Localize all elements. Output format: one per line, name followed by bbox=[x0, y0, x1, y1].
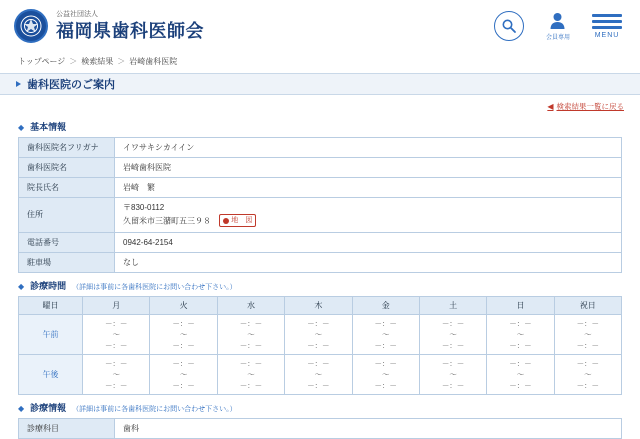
row-value-director: 岩崎 繁 bbox=[115, 178, 622, 198]
hours-cell-morning-sun bbox=[487, 314, 554, 354]
diamond-icon: ◆ bbox=[18, 403, 25, 413]
treatment-info-table bbox=[18, 418, 622, 439]
cell-tilde: ～ bbox=[584, 369, 592, 379]
address-street-row bbox=[123, 214, 613, 228]
basic-info-heading bbox=[18, 120, 622, 133]
hamburger-icon bbox=[592, 14, 622, 29]
hours-cell-afternoon-holiday bbox=[554, 354, 621, 394]
row-value-address bbox=[115, 198, 622, 233]
hours-table bbox=[18, 296, 622, 395]
cell-start: －：－ bbox=[239, 358, 263, 368]
search-icon[interactable] bbox=[494, 11, 524, 41]
site-title: 福岡県歯科医師会 bbox=[56, 21, 204, 41]
cell-tilde: ～ bbox=[449, 369, 457, 379]
cell-start: －：－ bbox=[307, 318, 330, 328]
cell-end: －：－ bbox=[509, 340, 532, 350]
cell-end: －：－ bbox=[104, 380, 128, 390]
cell-start: －：－ bbox=[307, 358, 330, 368]
cell-tilde: ～ bbox=[381, 329, 390, 339]
cell-start: －：－ bbox=[239, 318, 263, 328]
basic-info-title: 基本情報 bbox=[30, 122, 67, 132]
table-row bbox=[19, 178, 622, 198]
diamond-icon: ◆ bbox=[18, 123, 25, 132]
site-logo-icon[interactable] bbox=[14, 9, 48, 43]
table-row bbox=[19, 354, 622, 394]
cell-tilde: ～ bbox=[112, 369, 120, 379]
treatment-info-heading bbox=[18, 401, 622, 414]
diamond-icon: ◆ bbox=[18, 281, 25, 291]
cell-end: －：－ bbox=[374, 340, 397, 350]
triangle-icon bbox=[16, 81, 21, 87]
hours-cell-morning-fri bbox=[352, 314, 419, 354]
breadcrumb-separator-2: ＞ bbox=[117, 57, 126, 66]
hours-col-tue: 火 bbox=[150, 296, 217, 314]
table-row bbox=[19, 158, 622, 178]
cell-tilde: ～ bbox=[381, 369, 390, 379]
hours-col-holiday: 祝日 bbox=[554, 296, 621, 314]
cell-end: －：－ bbox=[307, 380, 330, 390]
cell-start: －：－ bbox=[509, 358, 532, 368]
hours-cell-afternoon-tue bbox=[150, 354, 217, 394]
back-to-results-label: 検索結果一覧に戻る bbox=[556, 102, 624, 111]
page-title: 歯科医院のご案内 bbox=[27, 79, 115, 91]
cell-start: －：－ bbox=[441, 358, 465, 368]
row-label-director: 院長氏名 bbox=[19, 178, 115, 198]
table-row bbox=[19, 252, 622, 272]
breadcrumb-separator-1: ＞ bbox=[69, 57, 78, 66]
hours-row-label-morning: 午前 bbox=[19, 314, 83, 354]
cell-start: －：－ bbox=[509, 318, 532, 328]
cell-end: －：－ bbox=[239, 380, 263, 390]
cell-tilde: ～ bbox=[516, 369, 525, 379]
row-value-department: 歯科 bbox=[115, 418, 622, 438]
treatment-info-note: （詳細は事前に各歯科医院にお問い合わせ下さい。） bbox=[72, 405, 237, 413]
hours-cell-afternoon-sun bbox=[487, 354, 554, 394]
cell-end: －：－ bbox=[509, 380, 532, 390]
menu-label: MENU bbox=[594, 31, 620, 39]
hours-col-wed: 水 bbox=[217, 296, 284, 314]
hours-heading bbox=[18, 279, 622, 292]
breadcrumb bbox=[0, 52, 640, 73]
cell-end: －：－ bbox=[441, 340, 465, 350]
hours-cell-morning-sat bbox=[419, 314, 486, 354]
hours-col-dayofweek: 曜日 bbox=[19, 296, 83, 314]
cell-tilde: ～ bbox=[247, 329, 255, 339]
cell-end: －：－ bbox=[576, 340, 600, 350]
cell-start: －：－ bbox=[576, 358, 600, 368]
cell-tilde: ～ bbox=[179, 369, 188, 379]
breadcrumb-item-current: 岩崎歯科医院 bbox=[129, 57, 178, 66]
cell-end: －：－ bbox=[239, 340, 263, 350]
row-value-clinic-name: 岩崎歯科医院 bbox=[115, 158, 622, 178]
row-label-phone: 電話番号 bbox=[19, 232, 115, 252]
cell-tilde: ～ bbox=[516, 329, 525, 339]
cell-tilde: ～ bbox=[179, 329, 188, 339]
hours-cell-afternoon-fri bbox=[352, 354, 419, 394]
basic-info-table bbox=[18, 137, 622, 273]
address-postal: 〒830-0112 bbox=[123, 203, 165, 212]
cell-tilde: ～ bbox=[112, 329, 120, 339]
cell-start: －：－ bbox=[374, 318, 397, 328]
row-label-clinic-name: 歯科医院名 bbox=[19, 158, 115, 178]
cell-tilde: ～ bbox=[247, 369, 255, 379]
row-label-department: 診療科目 bbox=[19, 418, 115, 438]
header-actions bbox=[494, 11, 626, 41]
page-title-band bbox=[0, 73, 640, 95]
cell-tilde: ～ bbox=[584, 329, 592, 339]
breadcrumb-item-results[interactable]: 検索結果 bbox=[81, 57, 114, 66]
cell-start: －：－ bbox=[576, 318, 600, 328]
hours-cell-morning-wed bbox=[217, 314, 284, 354]
row-value-phone: 0942-64-2154 bbox=[115, 232, 622, 252]
corporation-label: 公益社団法人 bbox=[56, 11, 98, 18]
hours-header-row bbox=[19, 296, 622, 314]
cell-start: －：－ bbox=[172, 318, 195, 328]
table-row bbox=[19, 232, 622, 252]
menu-button[interactable] bbox=[592, 14, 622, 39]
cell-tilde: ～ bbox=[314, 369, 323, 379]
hours-cell-afternoon-mon bbox=[83, 354, 150, 394]
hours-col-thu: 木 bbox=[285, 296, 352, 314]
cell-start: －：－ bbox=[172, 358, 195, 368]
cell-end: －：－ bbox=[374, 380, 397, 390]
back-link-row bbox=[0, 95, 640, 114]
back-arrow-icon: ◀ bbox=[547, 102, 554, 111]
cell-end: －：－ bbox=[441, 380, 465, 390]
cell-start: －：－ bbox=[441, 318, 465, 328]
hours-col-sat: 土 bbox=[419, 296, 486, 314]
map-link-button[interactable] bbox=[219, 214, 256, 227]
cell-end: －：－ bbox=[172, 340, 195, 350]
hours-cell-afternoon-sat bbox=[419, 354, 486, 394]
cell-start: －：－ bbox=[374, 358, 397, 368]
back-to-results-link[interactable] bbox=[547, 101, 624, 112]
hours-note: （詳細は事前に各歯科医院にお問い合わせ下さい。） bbox=[72, 283, 237, 291]
treatment-info-title: 診療情報 bbox=[30, 402, 67, 413]
cell-end: －：－ bbox=[104, 340, 128, 350]
cell-end: －：－ bbox=[172, 380, 195, 390]
hours-cell-afternoon-thu bbox=[285, 354, 352, 394]
hours-cell-morning-holiday bbox=[554, 314, 621, 354]
breadcrumb-item-home[interactable]: トップページ bbox=[18, 57, 66, 66]
hours-col-mon: 月 bbox=[83, 296, 150, 314]
site-title-block bbox=[56, 10, 204, 42]
map-link-label: 地 図 bbox=[231, 217, 253, 224]
cell-end: －：－ bbox=[307, 340, 330, 350]
row-value-furigana: イワサキシカイイン bbox=[115, 138, 622, 158]
row-label-address: 住所 bbox=[19, 198, 115, 233]
hours-cell-morning-tue bbox=[150, 314, 217, 354]
address-street: 久留米市三潴町五三９８ bbox=[123, 216, 211, 226]
site-header bbox=[0, 0, 640, 52]
member-login-button[interactable] bbox=[546, 12, 570, 41]
table-row bbox=[19, 138, 622, 158]
map-pin-icon bbox=[223, 218, 229, 224]
hours-title: 診療時間 bbox=[30, 280, 67, 291]
cell-start: －：－ bbox=[104, 358, 128, 368]
row-label-parking: 駐車場 bbox=[19, 252, 115, 272]
cell-tilde: ～ bbox=[449, 329, 457, 339]
hours-cell-afternoon-wed bbox=[217, 354, 284, 394]
hours-col-sun: 日 bbox=[487, 296, 554, 314]
table-row bbox=[19, 314, 622, 354]
cell-end: －：－ bbox=[576, 380, 600, 390]
cell-start: －：－ bbox=[104, 318, 128, 328]
person-icon bbox=[549, 12, 566, 30]
page-content bbox=[0, 120, 640, 439]
cell-tilde: ～ bbox=[314, 329, 323, 339]
member-login-label: 会員専用 bbox=[545, 34, 570, 41]
table-row bbox=[19, 198, 622, 233]
table-row bbox=[19, 418, 622, 438]
hours-row-label-afternoon: 午後 bbox=[19, 354, 83, 394]
hours-col-fri: 金 bbox=[352, 296, 419, 314]
row-label-furigana: 歯科医院名フリガナ bbox=[19, 138, 115, 158]
hours-cell-morning-thu bbox=[285, 314, 352, 354]
row-value-parking: なし bbox=[115, 252, 622, 272]
hours-cell-morning-mon bbox=[83, 314, 150, 354]
